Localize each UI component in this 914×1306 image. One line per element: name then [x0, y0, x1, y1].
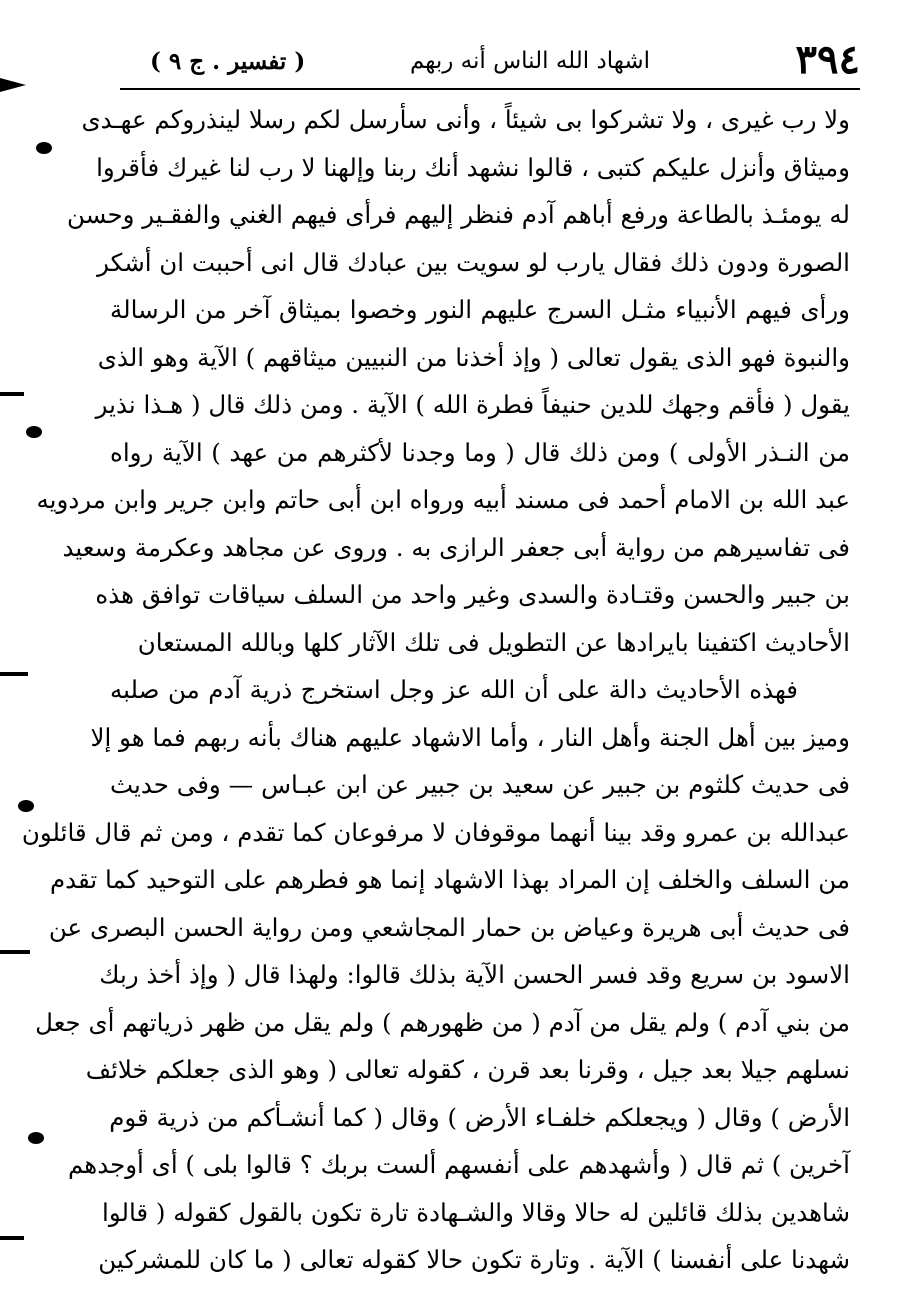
text-line: شهدنا على أنفسنا ) الآية . وتارة تكون حالا كقوله تعالى ( ما كان للمشركين	[98, 1245, 850, 1274]
text-line: فى تفاسيرهم من رواية أبى جعفر الرازى به . وروى عن مجاهد وعكرمة وسعيد	[62, 532, 850, 562]
text-line: من النـذر الأولى ) ومن ذلك قال ( وما وجدنا لأكثرهم من عهد ) الآية رواه	[110, 437, 850, 467]
text-line: نسلهم جيلا بعد جيل ، وقرنا بعد قرن ، كقوله تعالى ( وهو الذى جعلكم خلائف	[85, 1055, 850, 1084]
text-line: ولا رب غيرى ، ولا تشركوا بى شيئاً ، وأنى سأرسل لكم رسلا لينذروكم عهـدى	[81, 105, 850, 134]
margin-bar-mark	[0, 1236, 24, 1240]
text-line: فى حديث كلثوم بن جبير عن سعيد بن جبير عن ابن عبـاس — وفى حديث	[110, 770, 850, 799]
text-line: من السلف والخلف إن المراد بهذا الاشهاد إنما هو فطرهم على التوحيد كما تقدم	[49, 865, 850, 894]
running-title: اشهاد الله الناس أنه ربهم	[409, 48, 650, 74]
text-line: الصورة ودون ذلك فقال يارب لو سويت بين عبادك قال انى أحببت ان أشكر	[97, 247, 850, 277]
text-line-paragraph-end: الأحاديث اكتفينا بايرادها عن التطويل فى تلك الآثار كلها وبالله المستعان	[137, 627, 850, 657]
text-line: بن جبير والحسن وقتـادة والسدى وغير واحد من السلف سياقات توافق هذه	[95, 580, 850, 609]
text-line: شاهدين بذلك قائلين له حالا وقالا والشـهادة تارة تكون بالقول كقوله ( قالوا	[102, 1197, 850, 1227]
text-line: له يومئـذ بالطاعة ورفع أباهم آدم فنظر إليهم فرأى فيهم الغني والفقـير وحسن	[66, 200, 850, 229]
margin-ink-blot	[36, 142, 52, 154]
text-line: عبد الله بن الامام أحمد فى مسند أبيه ورواه ابن أبى حاتم وابن جرير وابن مردويه	[36, 485, 850, 514]
running-header	[120, 36, 860, 96]
text-line: وميز بين أهل الجنة وأهل النار ، وأما الاشهاد عليهم هناك بأنه ربهم فما هو إلا	[90, 722, 850, 752]
margin-ink-blot	[28, 1132, 44, 1144]
margin-bar-mark	[0, 672, 28, 676]
margin-arrow-mark	[0, 78, 26, 92]
volume-reference: ( تفسير . ج ٩ )	[150, 48, 306, 75]
body-text	[21, 96, 850, 1284]
text-line: الاسود بن سريع وقد فسر الحسن الآية بذلك قالوا: ولهذا قال ( وإذ أخذ ربك	[99, 960, 850, 989]
text-line: الأرض ) وقال ( ويجعلكم خلفـاء الأرض ) وقال ( كما أنشـأكم من ذرية قوم	[109, 1102, 850, 1132]
text-line: فى حديث أبى هريرة وعياض بن حمار المجاشعي ومن رواية الحسن البصرى عن	[48, 912, 850, 942]
margin-ink-blot	[26, 426, 42, 438]
margin-bar-mark	[0, 950, 30, 954]
margin-bar-mark	[0, 392, 24, 396]
text-line-paragraph-start: فهذه الأحاديث دالة على أن الله عز وجل استخرج ذرية آدم من صلبه	[110, 675, 798, 704]
header-rule	[120, 88, 860, 90]
text-line: وميثاق وأنزل عليكم كتبى ، قالوا نشهد أنك ربنا وإلهنا لا رب لنا غيرك فأقروا	[96, 152, 850, 182]
text-line: آخرين ) ثم قال ( وأشهدهم على أنفسهم ألست بربك ؟ قالوا بلى ) أى أوجدهم	[67, 1150, 850, 1179]
text-line: ورأى فيهم الأنبياء مثـل السرج عليهم النور وخصوا بميثاق آخر من الرسالة	[110, 295, 850, 324]
text-line: عبدالله بن عمرو وقد بينا أنهما موقوفان لا مرفوعان كما تقدم ، ومن ثم قال قائلون	[21, 817, 850, 847]
text-line: يقول ( فأقم وجهك للدين حنيفاً فطرة الله ) الآية . ومن ذلك قال ( هـذا نذير	[95, 390, 850, 419]
text-line: من بني آدم ) ولم يقل من آدم ( من ظهورهم ) ولم يقل من ظهر ذرياتهم أى جعل	[35, 1007, 850, 1037]
page-number: ٣٩٤	[795, 36, 860, 83]
text-line: والنبوة فهو الذى يقول تعالى ( وإذ أخذنا من النبيين ميثاقهم ) الآية وهو الذى	[97, 342, 850, 372]
margin-marks	[0, 0, 60, 1306]
